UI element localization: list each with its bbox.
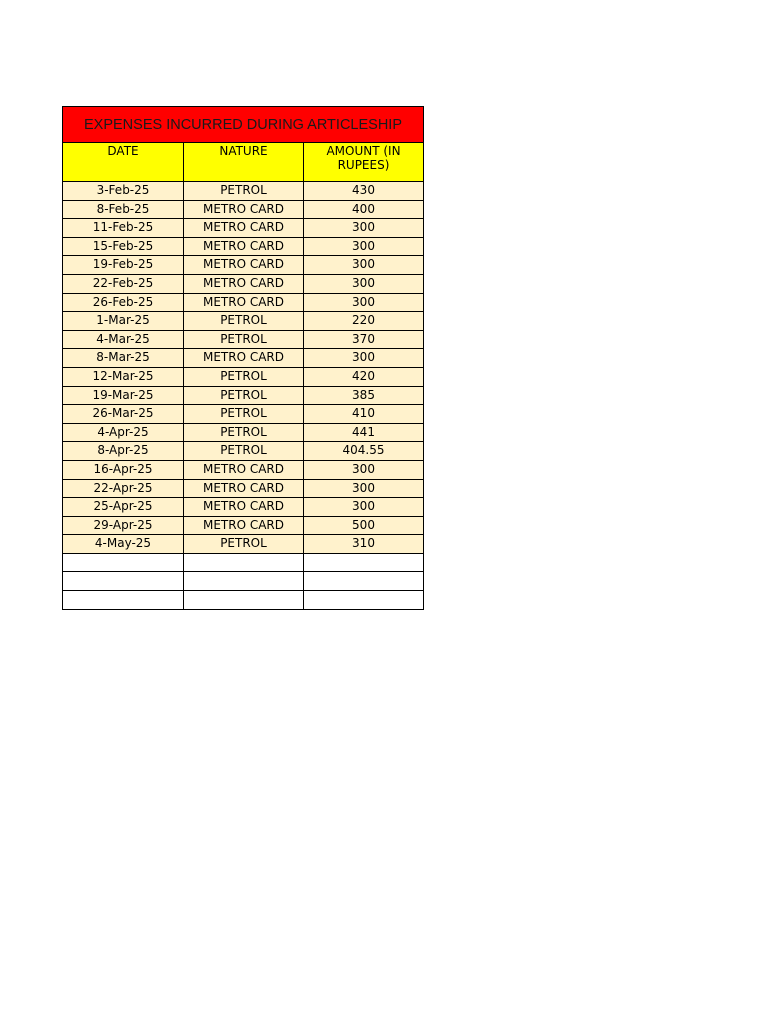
table-row — [63, 591, 424, 610]
amount-cell: 300 — [304, 256, 424, 275]
nature-cell: METRO CARD — [184, 237, 304, 256]
nature-cell: PETROL — [184, 535, 304, 554]
table-row — [63, 442, 424, 461]
amount-cell: 300 — [304, 219, 424, 238]
date-cell: 12-Mar-25 — [63, 367, 184, 386]
amount-cell: 300 — [304, 274, 424, 293]
amount-cell: 300 — [304, 293, 424, 312]
nature-cell — [184, 591, 304, 610]
expenses-table — [62, 106, 424, 610]
date-cell: 29-Apr-25 — [63, 516, 184, 535]
nature-cell: PETROL — [184, 442, 304, 461]
date-cell: 25-Apr-25 — [63, 498, 184, 517]
amount-cell: 400 — [304, 200, 424, 219]
date-cell: 8-Mar-25 — [63, 349, 184, 368]
amount-cell: 300 — [304, 349, 424, 368]
table-row — [63, 553, 424, 572]
table-row — [63, 535, 424, 554]
date-cell: 1-Mar-25 — [63, 312, 184, 331]
table-row — [63, 405, 424, 424]
header-row — [63, 143, 424, 182]
table-row — [63, 349, 424, 368]
date-cell: 8-Apr-25 — [63, 442, 184, 461]
column-header-amount: AMOUNT (IN RUPEES) — [304, 143, 424, 182]
nature-cell: METRO CARD — [184, 274, 304, 293]
date-cell — [63, 572, 184, 591]
amount-cell: 404.55 — [304, 442, 424, 461]
date-cell: 22-Feb-25 — [63, 274, 184, 293]
date-cell: 26-Mar-25 — [63, 405, 184, 424]
amount-cell: 300 — [304, 498, 424, 517]
amount-cell: 300 — [304, 460, 424, 479]
amount-cell — [304, 572, 424, 591]
nature-cell: PETROL — [184, 386, 304, 405]
date-cell: 19-Feb-25 — [63, 256, 184, 275]
amount-cell: 385 — [304, 386, 424, 405]
nature-cell: METRO CARD — [184, 479, 304, 498]
amount-cell — [304, 553, 424, 572]
amount-cell: 430 — [304, 182, 424, 201]
nature-cell: METRO CARD — [184, 498, 304, 517]
table-row — [63, 330, 424, 349]
table-row — [63, 367, 424, 386]
table-row — [63, 256, 424, 275]
table-row — [63, 460, 424, 479]
nature-cell: PETROL — [184, 367, 304, 386]
date-cell: 4-Mar-25 — [63, 330, 184, 349]
date-cell — [63, 591, 184, 610]
amount-cell: 300 — [304, 237, 424, 256]
table-row — [63, 312, 424, 331]
nature-cell: PETROL — [184, 330, 304, 349]
table-row — [63, 498, 424, 517]
table-row — [63, 423, 424, 442]
date-cell: 8-Feb-25 — [63, 200, 184, 219]
date-cell: 4-May-25 — [63, 535, 184, 554]
nature-cell: METRO CARD — [184, 200, 304, 219]
date-cell: 15-Feb-25 — [63, 237, 184, 256]
title-row — [63, 107, 424, 143]
amount-cell: 220 — [304, 312, 424, 331]
date-cell: 11-Feb-25 — [63, 219, 184, 238]
nature-cell — [184, 572, 304, 591]
nature-cell: PETROL — [184, 423, 304, 442]
table-row — [63, 274, 424, 293]
amount-cell — [304, 591, 424, 610]
nature-cell: METRO CARD — [184, 516, 304, 535]
nature-cell: METRO CARD — [184, 460, 304, 479]
nature-cell: PETROL — [184, 182, 304, 201]
amount-cell: 310 — [304, 535, 424, 554]
table-row — [63, 293, 424, 312]
nature-cell: PETROL — [184, 405, 304, 424]
table-row — [63, 479, 424, 498]
column-header-nature: NATURE — [184, 143, 304, 182]
table-row — [63, 182, 424, 201]
column-header-date: DATE — [63, 143, 184, 182]
table-row — [63, 237, 424, 256]
nature-cell: METRO CARD — [184, 293, 304, 312]
amount-cell: 420 — [304, 367, 424, 386]
date-cell: 3-Feb-25 — [63, 182, 184, 201]
amount-cell: 500 — [304, 516, 424, 535]
nature-cell — [184, 553, 304, 572]
amount-cell: 441 — [304, 423, 424, 442]
nature-cell: METRO CARD — [184, 219, 304, 238]
table-row — [63, 219, 424, 238]
table-row — [63, 516, 424, 535]
nature-cell: METRO CARD — [184, 349, 304, 368]
date-cell: 26-Feb-25 — [63, 293, 184, 312]
amount-cell: 300 — [304, 479, 424, 498]
amount-cell: 410 — [304, 405, 424, 424]
date-cell: 19-Mar-25 — [63, 386, 184, 405]
table-row — [63, 386, 424, 405]
table-row — [63, 572, 424, 591]
date-cell: 4-Apr-25 — [63, 423, 184, 442]
table-row — [63, 200, 424, 219]
nature-cell: PETROL — [184, 312, 304, 331]
date-cell — [63, 553, 184, 572]
nature-cell: METRO CARD — [184, 256, 304, 275]
amount-cell: 370 — [304, 330, 424, 349]
table-title: EXPENSES INCURRED DURING ARTICLESHIP — [63, 107, 424, 143]
date-cell: 22-Apr-25 — [63, 479, 184, 498]
date-cell: 16-Apr-25 — [63, 460, 184, 479]
